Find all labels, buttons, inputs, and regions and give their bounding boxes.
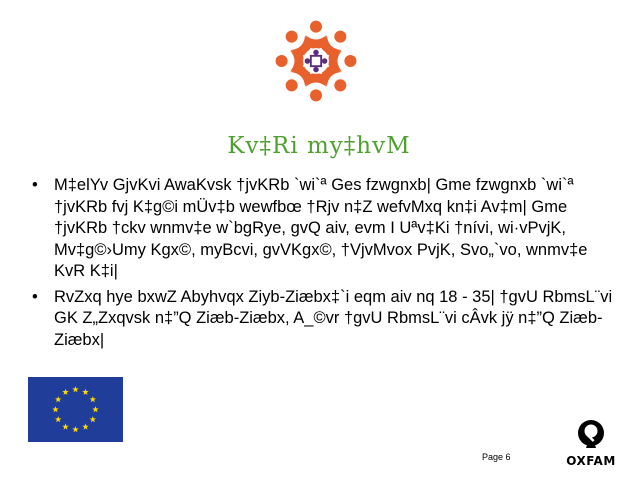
circle-of-people-logo-icon [273,18,359,104]
bullet-text: M‡elYv GjvKvi AwaKvsk †jvKRb `wi`ª Ges fzwgnxb| Gme fzwgnxb `wi`ª †jvKRb fvj K‡g©i mÜv‡b wewfbœ †Rjv n‡Z wefvMxq kn‡i Av‡m| Gme †jvKRb †ckv wnmv‡e w`bgRye, gvQ aiv, evm I Uªv‡Ki †nívi, wi·vPvjK, Mv‡g©›Umy Kgx©, myBcvi, gvVKgx©, †VjvMvox PvjK, Svo„`vo, wnmv‡e KvR K‡i| [54,176,588,280]
oxfam-logo [560,414,622,470]
oxfam-wordmark: OXFAM [566,454,616,468]
eu-flag-icon [28,377,123,442]
bullet-dot-icon: • [32,287,38,306]
bullet-list [26,175,616,355]
bullet-item [26,287,616,352]
bullet-item [26,175,616,283]
bullet-text: RvZxq hye bxwZ Abyhvqx Ziyb-Ziæbx‡`i eqm aiv nq 18 - 35| †gvU RbmsL¨vi GK Z„Zxqvsk n‡”Q Ziæb-Ziæbx, A_©vr †gvU RbmsL¨vi cÂvk jÿ n‡”Q Ziæb-Ziæbx| [54,287,613,349]
slide-title: Kv‡Ri my‡hvM [227,133,411,159]
page-number: Page 6 [482,452,511,462]
oxfam-logo-icon [560,414,622,454]
bullet-dot-icon: • [32,176,38,194]
